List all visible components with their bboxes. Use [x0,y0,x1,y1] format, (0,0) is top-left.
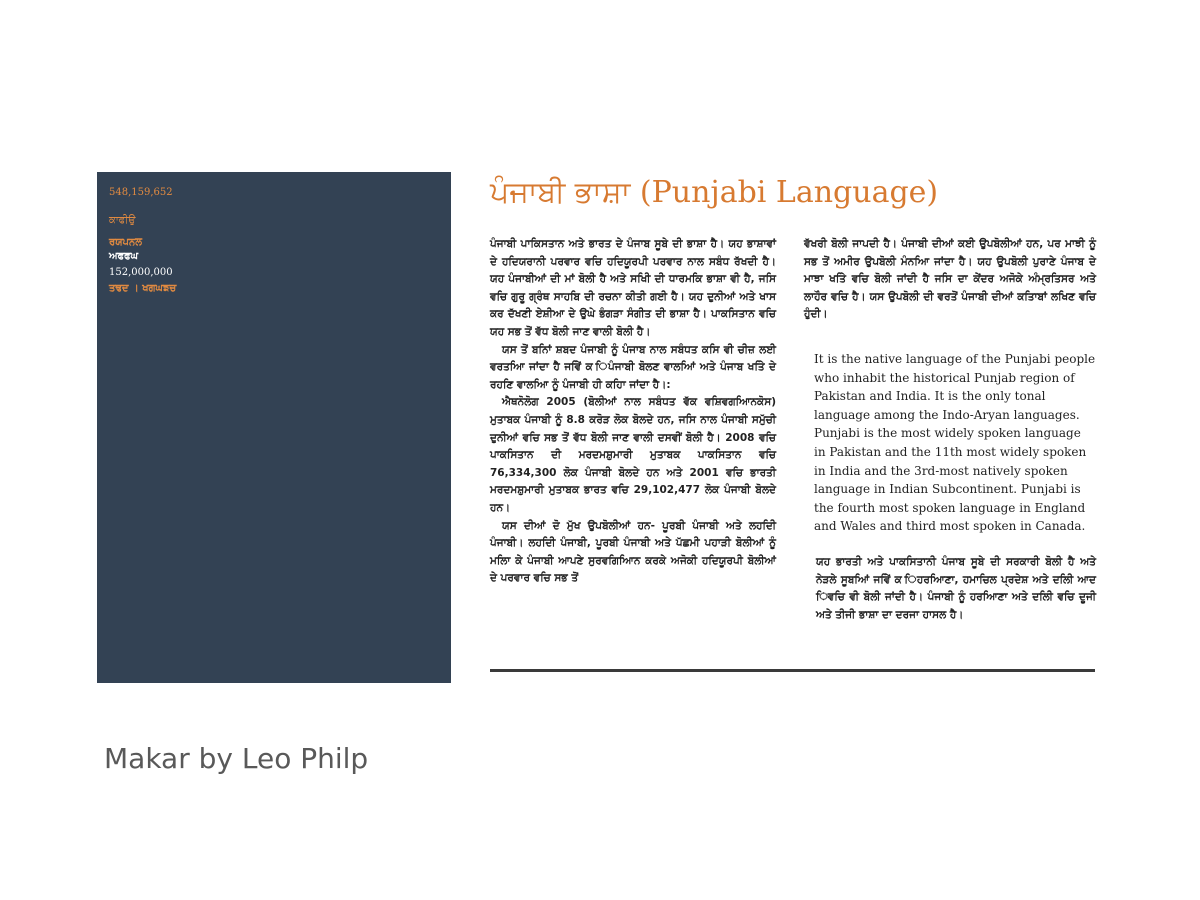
paragraph: ਪੰਜਾਬੀ ਪਾਕਿਸਤਾਨ ਅਤੇ ਭਾਰਤ ਦੇ ਪੰਜਾਬ ਸੂਬੇ ਦੀ ਭਾਸ਼ਾ ਹੈ। ਯਹ ਭਾਸ਼ਾਵਾਂ ਦੇ ਹਦਿਯਰਾਨੀ ਪਰਵਾਰ ਵਚਿ ਹਦਿਯੂਰਪੀ ਪਰਵਾਰ ਨਾਲ ਸਬੰਧ ਰੱਖਦੀ ਹੈ। ਯਹ ਪੰਜਾਬੀਆਂ ਦੀ ਮਾਂ ਬੋਲੀ ਹੈ ਅਤੇ ਸਖਿੀ ਦੀ ਧਾਰਮਕਿ ਭਾਸ਼ਾ ਵੀ ਹੈ, ਜਸਿ ਵਚਿ ਗੁਰੂ ਗ੍ਰੰਥ ਸਾਹਬਿ ਦੀ ਰਚਨਾ ਕੀਤੀ ਗਈ ਹੈ। ਯਹ ਦੁਨੀਆਂ ਅਤੇ ਖਾਸ ਕਰ ਦੱਖਣੀ ਏਸ਼ੀਆ ਦੇ ਉਘੇ ਭੰਗੜਾ ਸੰਗੀਤ ਦੀ ਭਾਸ਼ਾ ਹੈ। ਪਾਕਸਿਤਾਨ ਵਚਿ ਯਹ ਸਭ ਤੋਂ ਵੱਧ ਬੋਲੀ ਜਾਣ ਵਾਲੀ ਬੋਲੀ ਹੈ। [490,238,776,338]
type-specimen-panel [97,172,451,683]
divider-rule [490,669,1095,672]
specimen-line-gurmukhi-light: ਕਾਫੀਉ [109,215,136,226]
article-title: ਪੰਜਾਬੀ ਭਾਸ਼ਾ (Punjabi Language) [490,175,939,210]
specimen-line-gurmukhi-medium: ਰਯਪਨਲ [109,237,142,248]
english-paragraph: It is the native language of the Punjabi people who inhabit the historical Punjab region of Pakistan and India. It is the only tonal language among the Indo-Aryan languages. Punjabi is the most widely spoken language in Pakistan and the 11th most widely spoken in India and the 3rd-most natively spoken language in Indian Subcontinent. Punjabi is the fourth most spoken language in England and Wales and third most spoken in Canada. [814,351,1096,534]
specimen-line-numerals: 548,159,652 [109,187,173,198]
right-column [804,236,1096,624]
specimen-line-large-numerals: 152,000,000 [109,267,173,278]
paragraph: ਯਸ ਤੋਂ ਬਨਿਾਂ ਸ਼ਬਦ ਪੰਜਾਬੀ ਨੂੰ ਪੰਜਾਬ ਨਾਲ ਸਬੰਧਤ ਕਸਿ ਵੀ ਚੀਜ਼ ਲਈ ਵਰਤਆਿ ਜਾਂਦਾ ਹੈ ਜਵਿੇਂ ਕ ਿਪੰਜਾਬੀ ਬੋਲਣ ਵਾਲਆਿਂ ਅਤੇ ਪੰਜਾਬ ਖਤਿੇ ਦੇ ਰਹਣਿ ਵਾਲਆਿ ਨੂੰ ਪੰਜਾਬੀ ਹੀ ਕਹਿਾ ਜਾਂਦਾ ਹੈ।: [490,343,776,391]
left-column [490,236,776,588]
paragraph: ਯਸ ਦੀਆਂ ਦੋ ਮੁੱਖ ਉਪਬੋਲੀਆਂ ਹਨ- ਪੂਰਬੀ ਪੰਜਾਬੀ ਅਤੇ ਲਹਦਿੀ ਪੰਜਾਬੀ। ਲਹਦਿੀ ਪੰਜਾਬੀ, ਪੂਰਬੀ ਪੰਜਾਬੀ ਅਤੇ ਪੱਛਮੀ ਪਹਾੜੀ ਬੋਲੀਆਂ ਨੂੰ ਮਲਿਾ ਕੇ ਪੰਜਾਬੀ ਆਪਣੇ ਸੁਰਵਗਿਆਿਨ ਕਰਕੇ ਅਜੋਕੀ ਹਦਿਯੂਰਪੀ ਬੋਲੀਆਂ ਦੇ ਪਰਵਾਰ ਵਚਿ ਸਭ ਤੋਂ [490,519,776,585]
specimen-line-gurmukhi-bold: ਅਫਫਘ [109,251,139,262]
paragraph: ਯਹ ਭਾਰਤੀ ਅਤੇ ਪਾਕਸਿਤਾਨੀ ਪੰਜਾਬ ਸੂਬੇ ਦੀ ਸਰਕਾਰੀ ਬੋਲੀ ਹੈ ਅਤੇ ਨੇੜਲੇ ਸੂਬਆਿਂ ਜਵਿੇਂ ਕ ਿਹਰਆਿਣਾ, ਹਮਾਚਿਲ ਪ੍ਰਦੇਸ਼ ਅਤੇ ਦਲਿੀ ਆਦ ਿਵਚਿ ਵੀ ਬੋਲੀ ਜਾਂਦੀ ਹੈ। ਪੰਜਾਬੀ ਨੂੰ ਹਰਆਿਣਾ ਅਤੇ ਦਲਿੀ ਵਚਿ ਦੂਜੀ ਅਤੇ ਤੀਜੀ ਭਾਸ਼ਾ ਦਾ ਦਰਜਾ ਹਾਸਲ ਹੈ। [816,555,1096,621]
paragraph: ਵੱਖਰੀ ਬੋਲੀ ਜਾਪਦੀ ਹੈ। ਪੰਜਾਬੀ ਦੀਆਂ ਕਈ ਉਪਬੋਲੀਆਂ ਹਨ, ਪਰ ਮਾਝੀ ਨੂੰ ਸਭ ਤੋਂ ਅਮੀਰ ਉਪਬੋਲੀ ਮੰਨਆਿ ਜਾਂਦਾ ਹੈ। ਯਹ ਉਪਬੋਲੀ ਪੁਰਾਣੇ ਪੰਜਾਬ ਦੇ ਮਾਝਾ ਖਤਿੇ ਵਚਿ ਬੋਲੀ ਜਾਂਦੀ ਹੈ ਜਸਿ ਦਾ ਕੇਂਦਰ ਅਜੋਕੇ ਅੰਮ੍ਰਤਿਸਰ ਅਤੇ ਲਾਹੌਰ ਵਚਿ ਹੈ। ਯਸ ਉਪਬੋਲੀ ਦੀ ਵਰਤੋਂ ਪੰਜਾਬੀ ਦੀਆਂ ਕਤਿਾਬਾਂ ਲਖਿਣ ਵਚਿ ਹੁੰਦੀ। [804,238,1096,321]
font-caption: Makar by Leo Philp [104,742,369,775]
specimen-line-gurmukhi-alphabet: ਤਢਦ । ਖਗਘਙਚ [109,283,177,294]
paragraph: ਐਥਨੋਲੋਗ 2005 (ਬੋਲੀਆਂ ਨਾਲ ਸਬੰਧਤ ਵੱਕ ਵਸ਼ਿਵਗਆਿਨਕੋਸ) ਮੁਤਾਬਕ ਪੰਜਾਬੀ ਨੂੰ 8.8 ਕਰੋੜ ਲੋਕ ਬੋਲਦੇ ਹਨ, ਜਸਿ ਨਾਲ ਪੰਜਾਬੀ ਸਮੁੱਚੀ ਦੁਨੀਆਂ ਵਚਿ ਸਭ ਤੋਂ ਵੱਧ ਬੋਲੀ ਜਾਣ ਵਾਲੀ ਦਸਵੀਂ ਬੋਲੀ ਹੈ। 2008 ਵਚਿ ਪਾਕਸਿਤਾਨ ਦੀ ਮਰਦਮਸ਼ੁਮਾਰੀ ਮੁਤਾਬਕ ਪਾਕਸਿਤਾਨ ਵਚਿ 76,334,300 ਲੋਕ ਪੰਜਾਬੀ ਬੋਲਦੇ ਹਨ ਅਤੇ 2001 ਵਚਿ ਭਾਰਤੀ ਮਰਦਮਸ਼ੁਮਾਰੀ ਮੁਤਾਬਕ ਭਾਰਤ ਵਚਿ 29,102,477 ਲੋਕ ਪੰਜਾਬੀ ਬੋਲਦੇ ਹਨ। [490,396,776,514]
article [490,175,1100,621]
